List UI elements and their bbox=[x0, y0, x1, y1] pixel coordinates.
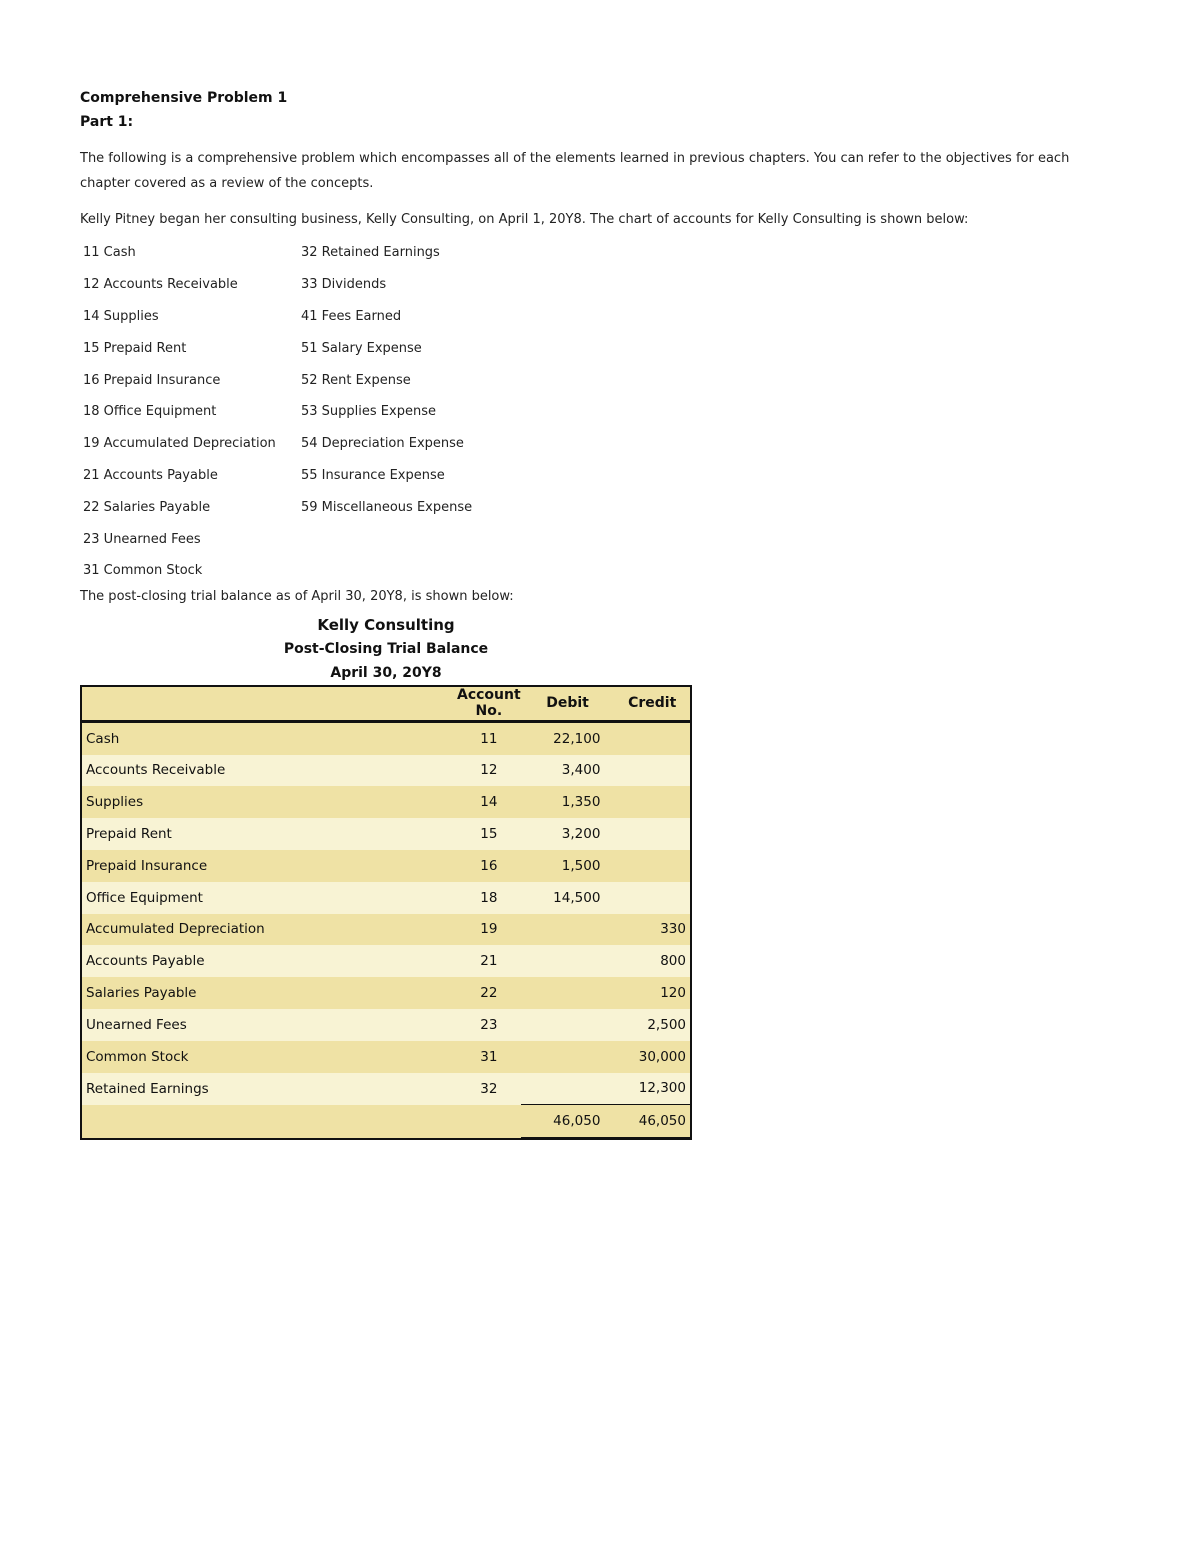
account-entry: 59 Miscellaneous Expense bbox=[301, 499, 473, 515]
account-number: 18 bbox=[457, 882, 521, 914]
account-name: Supplies bbox=[81, 786, 457, 818]
totals-row bbox=[81, 1105, 691, 1139]
credit-amount bbox=[614, 882, 691, 914]
intro-paragraph: The following is a comprehensive problem which encompasses all of the elements learned in previous chapters. You can refer to the objectives for each chapter covered as a review of the concepts. bbox=[80, 151, 1070, 191]
credit-amount: 330 bbox=[614, 914, 691, 946]
totals-label bbox=[81, 1105, 457, 1139]
account-number: 14 bbox=[457, 786, 521, 818]
credit-amount: 12,300 bbox=[614, 1073, 691, 1105]
chart-of-accounts bbox=[80, 237, 1120, 587]
table-row bbox=[81, 914, 691, 946]
debit-amount bbox=[521, 1041, 615, 1073]
table-row bbox=[81, 945, 691, 977]
debit-amount: 1,350 bbox=[521, 786, 615, 818]
account-name: Accounts Receivable bbox=[81, 755, 457, 787]
table-row bbox=[81, 786, 691, 818]
account-name: Common Stock bbox=[81, 1041, 457, 1073]
header-account-name bbox=[81, 686, 457, 722]
account-entry: 33 Dividends bbox=[301, 277, 387, 293]
table-row bbox=[81, 721, 691, 754]
account-entry: 52 Rent Expense bbox=[301, 372, 411, 388]
header-credit: Credit bbox=[614, 686, 691, 722]
account-name: Cash bbox=[81, 721, 457, 754]
credit-amount: 30,000 bbox=[614, 1041, 691, 1073]
credit-amount bbox=[614, 721, 691, 754]
statement-name: Post-Closing Trial Balance bbox=[283, 640, 489, 657]
table-row bbox=[81, 1073, 691, 1105]
debit-amount: 3,400 bbox=[521, 755, 615, 787]
account-entry: 31 Common Stock bbox=[83, 563, 203, 579]
account-entry: 12 Accounts Receivable bbox=[83, 277, 238, 293]
debit-amount bbox=[521, 977, 615, 1009]
account-entry: 16 Prepaid Insurance bbox=[83, 372, 221, 388]
account-number: 31 bbox=[457, 1041, 521, 1073]
account-number: 19 bbox=[457, 914, 521, 946]
account-number: 22 bbox=[457, 977, 521, 1009]
statement-date: April 30, 20Y8 bbox=[330, 664, 442, 681]
account-entry: 51 Salary Expense bbox=[301, 340, 422, 356]
table-row bbox=[81, 977, 691, 1009]
account-name: Accounts Payable bbox=[81, 945, 457, 977]
credit-amount: 2,500 bbox=[614, 1009, 691, 1041]
account-name: Office Equipment bbox=[81, 882, 457, 914]
account-name: Accumulated Depreciation bbox=[81, 914, 457, 946]
account-number: 16 bbox=[457, 850, 521, 882]
part-label: Part 1: bbox=[80, 114, 134, 130]
account-entry: 54 Depreciation Expense bbox=[301, 436, 464, 452]
table-row bbox=[81, 1009, 691, 1041]
table-row bbox=[81, 850, 691, 882]
header-debit: Debit bbox=[521, 686, 615, 722]
account-entry: 18 Office Equipment bbox=[83, 404, 217, 420]
total-debit: 46,050 bbox=[521, 1105, 615, 1139]
credit-amount bbox=[614, 786, 691, 818]
table-row bbox=[81, 882, 691, 914]
totals-account-number bbox=[457, 1105, 521, 1139]
debit-amount bbox=[521, 1073, 615, 1105]
debit-amount: 1,500 bbox=[521, 850, 615, 882]
trial-balance-heading bbox=[80, 613, 692, 685]
account-number: 15 bbox=[457, 818, 521, 850]
account-name: Salaries Payable bbox=[81, 977, 457, 1009]
table-header-row bbox=[81, 686, 691, 722]
account-entry: 11 Cash bbox=[83, 245, 136, 261]
account-number: 32 bbox=[457, 1073, 521, 1105]
account-entry: 19 Accumulated Depreciation bbox=[83, 436, 276, 452]
company-name: Kelly Consulting bbox=[317, 615, 455, 634]
account-name: Prepaid Rent bbox=[81, 818, 457, 850]
account-entry: 23 Unearned Fees bbox=[83, 531, 201, 547]
credit-amount bbox=[614, 850, 691, 882]
debit-amount: 14,500 bbox=[521, 882, 615, 914]
account-entry: 15 Prepaid Rent bbox=[83, 340, 187, 356]
account-entry: 21 Accounts Payable bbox=[83, 467, 218, 483]
account-number: 21 bbox=[457, 945, 521, 977]
credit-amount bbox=[614, 818, 691, 850]
account-entry: 32 Retained Earnings bbox=[301, 245, 440, 261]
business-paragraph: Kelly Pitney began her consulting business, Kelly Consulting, on April 1, 20Y8. The chart of accounts for Kelly Consulting is shown below: bbox=[80, 212, 969, 227]
document-title: Comprehensive Problem 1 bbox=[80, 90, 288, 106]
account-name: Retained Earnings bbox=[81, 1073, 457, 1105]
account-number: 23 bbox=[457, 1009, 521, 1041]
account-entry: 55 Insurance Expense bbox=[301, 467, 445, 483]
credit-amount: 800 bbox=[614, 945, 691, 977]
trial-balance-intro: The post-closing trial balance as of April 30, 20Y8, is shown below: bbox=[80, 588, 514, 604]
header-account-no: Account No. bbox=[456, 687, 521, 720]
account-entry: 41 Fees Earned bbox=[301, 308, 402, 324]
document bbox=[80, 86, 1120, 1140]
table-row bbox=[81, 1041, 691, 1073]
account-entry: 22 Salaries Payable bbox=[83, 499, 211, 515]
trial-balance-table bbox=[80, 685, 692, 1140]
total-credit: 46,050 bbox=[614, 1105, 691, 1139]
account-entry: 53 Supplies Expense bbox=[301, 404, 436, 420]
table-row bbox=[81, 818, 691, 850]
table-row bbox=[81, 755, 691, 787]
account-name: Unearned Fees bbox=[81, 1009, 457, 1041]
debit-amount bbox=[521, 1009, 615, 1041]
credit-amount: 120 bbox=[614, 977, 691, 1009]
account-number: 11 bbox=[457, 721, 521, 754]
debit-amount bbox=[521, 945, 615, 977]
credit-amount bbox=[614, 755, 691, 787]
account-name: Prepaid Insurance bbox=[81, 850, 457, 882]
debit-amount bbox=[521, 914, 615, 946]
account-number: 12 bbox=[457, 755, 521, 787]
debit-amount: 3,200 bbox=[521, 818, 615, 850]
account-entry: 14 Supplies bbox=[83, 308, 159, 324]
debit-amount: 22,100 bbox=[521, 721, 615, 754]
